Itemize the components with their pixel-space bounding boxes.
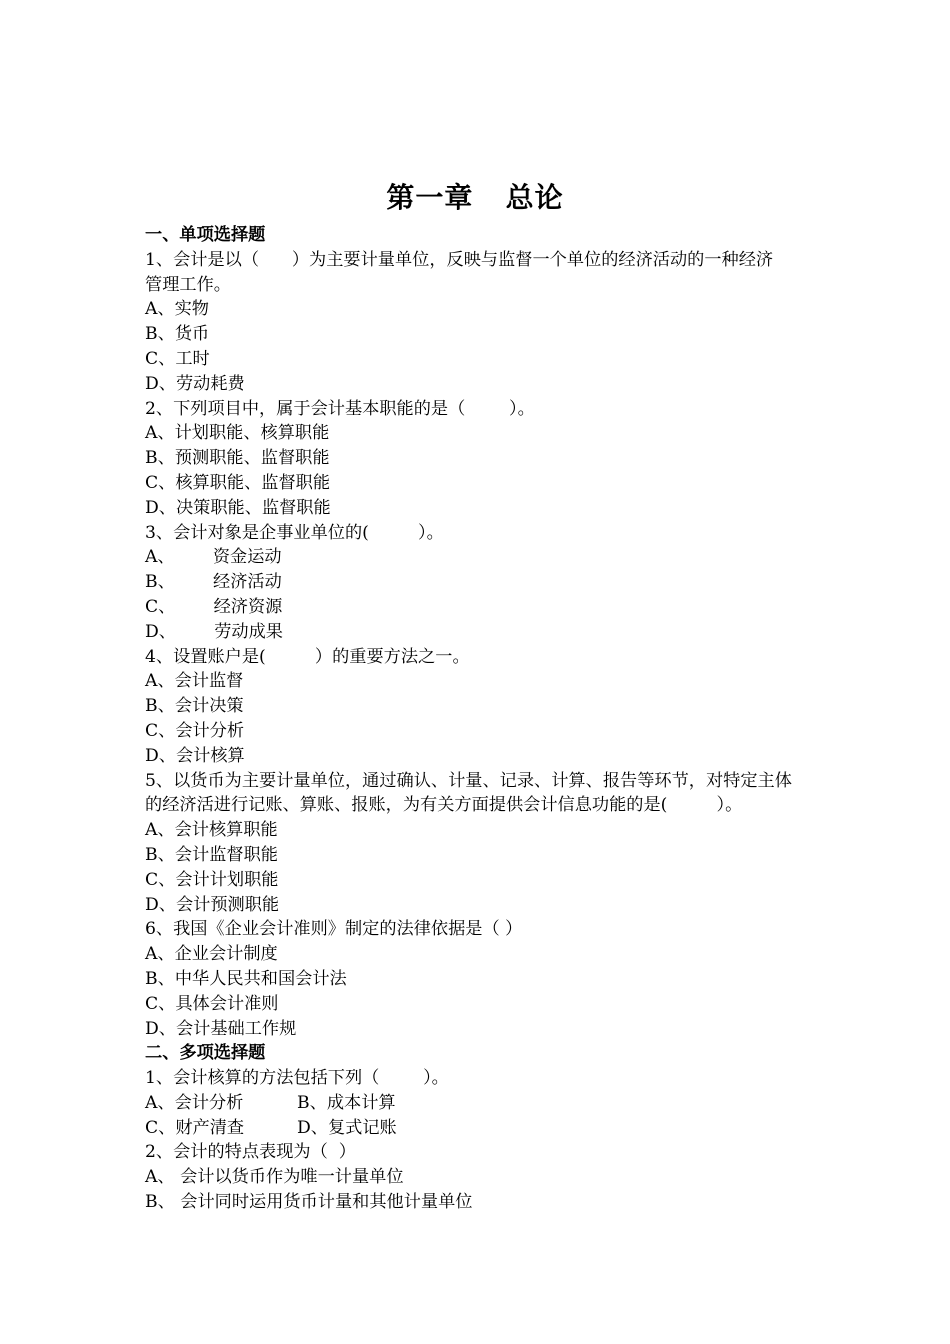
- question-3-option-c: C、 经济资源: [145, 596, 283, 617]
- question-4-option-c: C、会计分析: [145, 720, 245, 741]
- question-2-option-d: D、决策职能、监督职能: [145, 497, 331, 518]
- mc-question-1-option-b: B、成本计算: [297, 1092, 396, 1113]
- question-2-option-c: C、核算职能、监督职能: [145, 472, 331, 493]
- question-4-text: 4、设置账户是( ）的重要方法之一。: [145, 646, 470, 667]
- question-5-option-d: D、会计预测职能: [145, 894, 280, 915]
- question-1-option-a: A、实物: [145, 299, 209, 320]
- mc-question-2-option-b: B、 会计同时运用货币计量和其他计量单位: [145, 1192, 473, 1213]
- mc-question-1-options-row-1: [145, 1091, 813, 1116]
- document-body: [145, 223, 813, 1215]
- question-6-option-c: C、具体会计准则: [145, 993, 279, 1014]
- question-1-text-cont: 管理工作。: [145, 274, 231, 295]
- question-6-text: 6、我国《企业会计准则》制定的法律依据是（ ）: [145, 919, 523, 940]
- mc-question-2-option-a: A、 会计以货币作为唯一计量单位: [145, 1167, 404, 1188]
- question-4-option-b: B、会计决策: [145, 696, 244, 717]
- question-6-option-d: D、会计基础工作规: [145, 1018, 297, 1039]
- question-1-option-d: D、劳动耗费: [145, 373, 245, 394]
- mc-question-1-text: 1、会计核算的方法包括下列（ ）。: [145, 1068, 449, 1089]
- question-6-option-b: B、中华人民共和国会计法: [145, 968, 347, 989]
- question-3-option-a: A、 资金运动: [145, 547, 282, 568]
- question-6-option-a: A、企业会计制度: [145, 944, 278, 965]
- question-3-option-d: D、 劳动成果: [145, 621, 283, 642]
- question-4-option-a: A、会计监督: [145, 671, 244, 692]
- question-5-option-b: B、会计监督职能: [145, 844, 278, 865]
- question-3-option-b: B、 经济活动: [145, 572, 282, 593]
- question-1-text: 1、会计是以（ ）为主要计量单位，反映与监督一个单位的经济活动的一种经济: [145, 249, 774, 270]
- question-5-text: 5、以货币为主要计量单位，通过确认、计量、记录、计算、报告等环节，对特定主体: [145, 770, 792, 791]
- question-5-option-c: C、会计计划职能: [145, 869, 279, 890]
- question-2-option-b: B、预测职能、监督职能: [145, 448, 330, 469]
- question-5-option-a: A、会计核算职能: [145, 820, 278, 841]
- section-heading-single-choice: 一、单项选择题: [145, 225, 266, 245]
- question-1-option-b: B、货币: [145, 324, 210, 345]
- question-2-option-a: A、计划职能、核算职能: [145, 423, 330, 444]
- mc-question-1-options-row-2: [145, 1116, 813, 1141]
- mc-question-2-text: 2、会计的特点表现为（ ）: [145, 1142, 356, 1163]
- question-3-text: 3、会计对象是企事业单位的( ）。: [145, 522, 444, 543]
- page-title: 第一章 总论: [386, 181, 564, 214]
- mc-question-1-option-d: D、复式记账: [297, 1117, 397, 1138]
- question-5-text-cont: 的经济活进行记账、算账、报账，为有关方面提供会计信息功能的是( ）。: [145, 795, 743, 816]
- question-4-option-d: D、会计核算: [145, 745, 245, 766]
- question-1-option-c: C、工时: [145, 348, 210, 369]
- mc-question-1-option-a: A、会计分析: [145, 1092, 244, 1113]
- mc-question-1-option-c: C、财产清查: [145, 1117, 245, 1138]
- question-2-text: 2、下列项目中，属于会计基本职能的是（ ）。: [145, 398, 535, 419]
- section-heading-multiple-choice: 二、多项选择题: [145, 1043, 266, 1064]
